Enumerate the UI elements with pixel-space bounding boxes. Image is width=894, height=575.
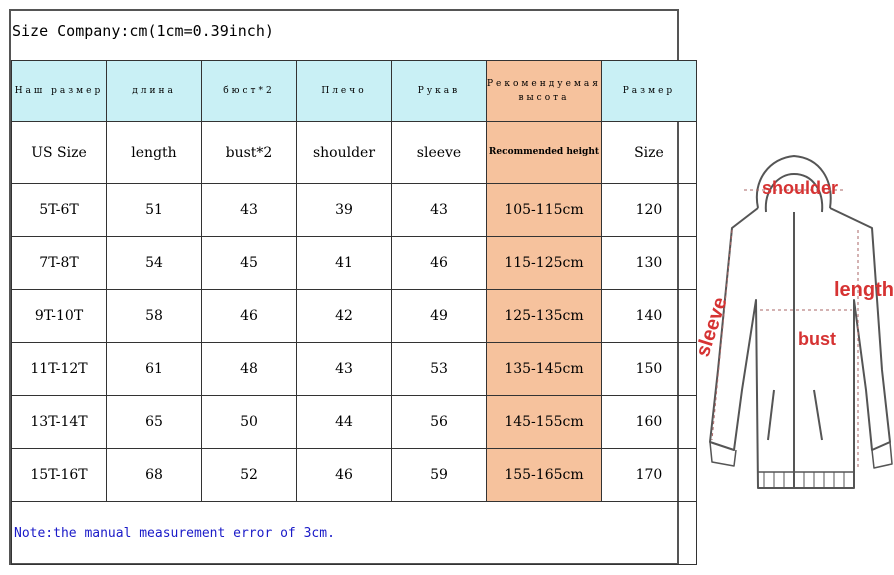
cell-bust: 46 — [202, 290, 297, 343]
cell-size: 140 — [601, 290, 696, 343]
header-us-size: US Size — [12, 122, 107, 184]
header-ru-length: длина — [107, 61, 202, 122]
table-row — [12, 184, 697, 237]
cell-us-size: 5T-6T — [12, 184, 107, 237]
cell-height: 105-115cm — [487, 184, 602, 237]
cell-sleeve: 46 — [392, 237, 487, 290]
hoodie-diagram — [682, 150, 894, 500]
cell-size: 170 — [601, 449, 696, 502]
cell-shoulder: 42 — [297, 290, 392, 343]
label-sleeve: sleeve — [691, 294, 732, 360]
cell-height: 125-135cm — [487, 290, 602, 343]
cell-sleeve: 59 — [392, 449, 487, 502]
cell-sleeve: 56 — [392, 396, 487, 449]
cell-sleeve: 49 — [392, 290, 487, 343]
cell-length: 51 — [107, 184, 202, 237]
header-sleeve: sleeve — [392, 122, 487, 184]
header-shoulder: shoulder — [297, 122, 392, 184]
cell-us-size: 7T-8T — [12, 237, 107, 290]
header-length: length — [107, 122, 202, 184]
cell-us-size: 11T-12T — [12, 343, 107, 396]
cell-size: 160 — [601, 396, 696, 449]
measurement-note: Note:the manual measurement error of 3cm. — [12, 502, 697, 565]
cell-sleeve: 43 — [392, 184, 487, 237]
header-ru-size: Наш размер — [12, 61, 107, 122]
cell-sleeve: 53 — [392, 343, 487, 396]
cell-size: 130 — [601, 237, 696, 290]
cell-shoulder: 46 — [297, 449, 392, 502]
header-ru-size-num: Размер — [601, 61, 696, 122]
table-row — [12, 290, 697, 343]
cell-height: 145-155cm — [487, 396, 602, 449]
measure-lines — [712, 190, 858, 470]
cell-height: 115-125cm — [487, 237, 602, 290]
header-ru-shoulder: Плечо — [297, 61, 392, 122]
cell-us-size: 15T-16T — [12, 449, 107, 502]
cell-height: 155-165cm — [487, 449, 602, 502]
cell-us-size: 9T-10T — [12, 290, 107, 343]
size-table — [11, 60, 697, 565]
note-row — [12, 502, 697, 565]
cell-height: 135-145cm — [487, 343, 602, 396]
header-ru-height: Рекомендуемая высота — [487, 61, 602, 122]
cell-length: 68 — [107, 449, 202, 502]
cell-shoulder: 44 — [297, 396, 392, 449]
hoodie-outline — [710, 156, 892, 488]
cell-size: 120 — [601, 184, 696, 237]
label-length: length — [834, 279, 894, 301]
size-chart-title: Size Company:cm(1cm=0.39inch) — [12, 22, 274, 40]
header-recommended-height: Recommended height — [487, 122, 602, 184]
cell-shoulder: 41 — [297, 237, 392, 290]
table-row — [12, 449, 697, 502]
cell-size: 150 — [601, 343, 696, 396]
cell-us-size: 13T-14T — [12, 396, 107, 449]
cell-bust: 45 — [202, 237, 297, 290]
table-row — [12, 343, 697, 396]
header-bust: bust*2 — [202, 122, 297, 184]
english-header-row — [12, 122, 697, 184]
cell-bust: 50 — [202, 396, 297, 449]
header-ru-bust: бюст*2 — [202, 61, 297, 122]
table-row — [12, 396, 697, 449]
table-row — [12, 237, 697, 290]
header-size: Size — [601, 122, 696, 184]
cell-shoulder: 43 — [297, 343, 392, 396]
cell-length: 61 — [107, 343, 202, 396]
cell-length: 54 — [107, 237, 202, 290]
cell-length: 58 — [107, 290, 202, 343]
cell-shoulder: 39 — [297, 184, 392, 237]
russian-header-row — [12, 61, 697, 122]
cell-bust: 48 — [202, 343, 297, 396]
label-bust: bust — [798, 329, 836, 349]
cell-bust: 43 — [202, 184, 297, 237]
header-ru-sleeve: Рукав — [392, 61, 487, 122]
label-shoulder: shoulder — [762, 178, 839, 198]
cell-length: 65 — [107, 396, 202, 449]
cell-bust: 52 — [202, 449, 297, 502]
